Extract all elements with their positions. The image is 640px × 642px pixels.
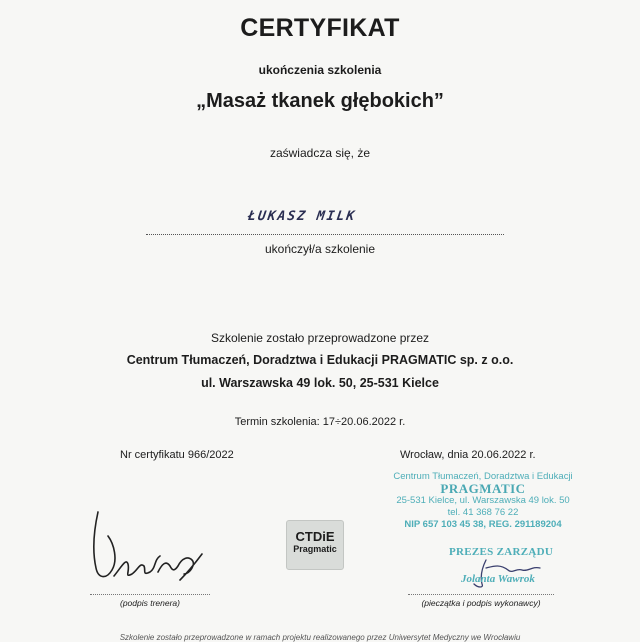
place-date: Wrocław, dnia 20.06.2022 r. — [400, 449, 536, 461]
trainer-signature — [84, 506, 214, 590]
certifies-text: zaświadcza się, że — [269, 146, 371, 160]
badge-line1: CTDiE — [295, 529, 335, 544]
stamp-address: 25-531 Kielce, ul. Warszawska 49 lok. 50 — [396, 495, 570, 506]
stamp-phone: tel. 41 368 76 22 — [447, 507, 519, 518]
president-title: PREZES ZARZĄDU — [449, 546, 554, 558]
conducted-by-text: Szkolenie zostało przeprowadzone przez — [210, 331, 430, 345]
hologram-badge — [286, 520, 344, 570]
issuer-signature-caption: (pieczątka i podpis wykonawcy) — [421, 598, 541, 608]
name-dotted-line — [146, 234, 504, 235]
certificate-number: Nr certyfikatu 966/2022 — [120, 449, 234, 461]
stamp-line1: Centrum Tłumaczeń, Doradztwa i Edukacji — [393, 471, 573, 482]
company-stamp — [392, 471, 574, 531]
stamp-brand: PRAGMATIC — [440, 481, 526, 496]
course-name: „Masaż tkanek głębokich” — [196, 90, 444, 112]
organizer-name: Centrum Tłumaczeń, Doradztwa i Edukacji PRAGMATIC sp. z o.o. — [126, 353, 514, 367]
trainer-signature-caption: (podpis trenera) — [119, 598, 180, 608]
certificate-subtitle: ukończenia szkolenia — [258, 63, 382, 77]
organizer-address: ul. Warszawska 49 lok. 50, 25-531 Kielce — [201, 376, 439, 390]
training-term: Termin szkolenia: 17÷20.06.2022 r. — [234, 416, 406, 428]
trainer-signature-line — [90, 594, 210, 595]
certificate-title: CERTYFIKAT — [240, 14, 400, 42]
footer-note: Szkolenie zostało przeprowadzone w ramach projektu realizowanego przez Uniwersytet Medyczny we Wrocławiu — [119, 633, 521, 642]
stamp-nip: NIP 657 103 45 38, REG. 291189204 — [404, 519, 562, 530]
completed-text: ukończył/a szkolenie — [264, 242, 376, 256]
badge-line2: Pragmatic — [293, 544, 337, 554]
participant-name: ŁUKASZ MILK — [246, 209, 358, 224]
issuer-signature-line — [408, 594, 554, 595]
president-name: Jolanta Wawrok — [461, 573, 535, 585]
